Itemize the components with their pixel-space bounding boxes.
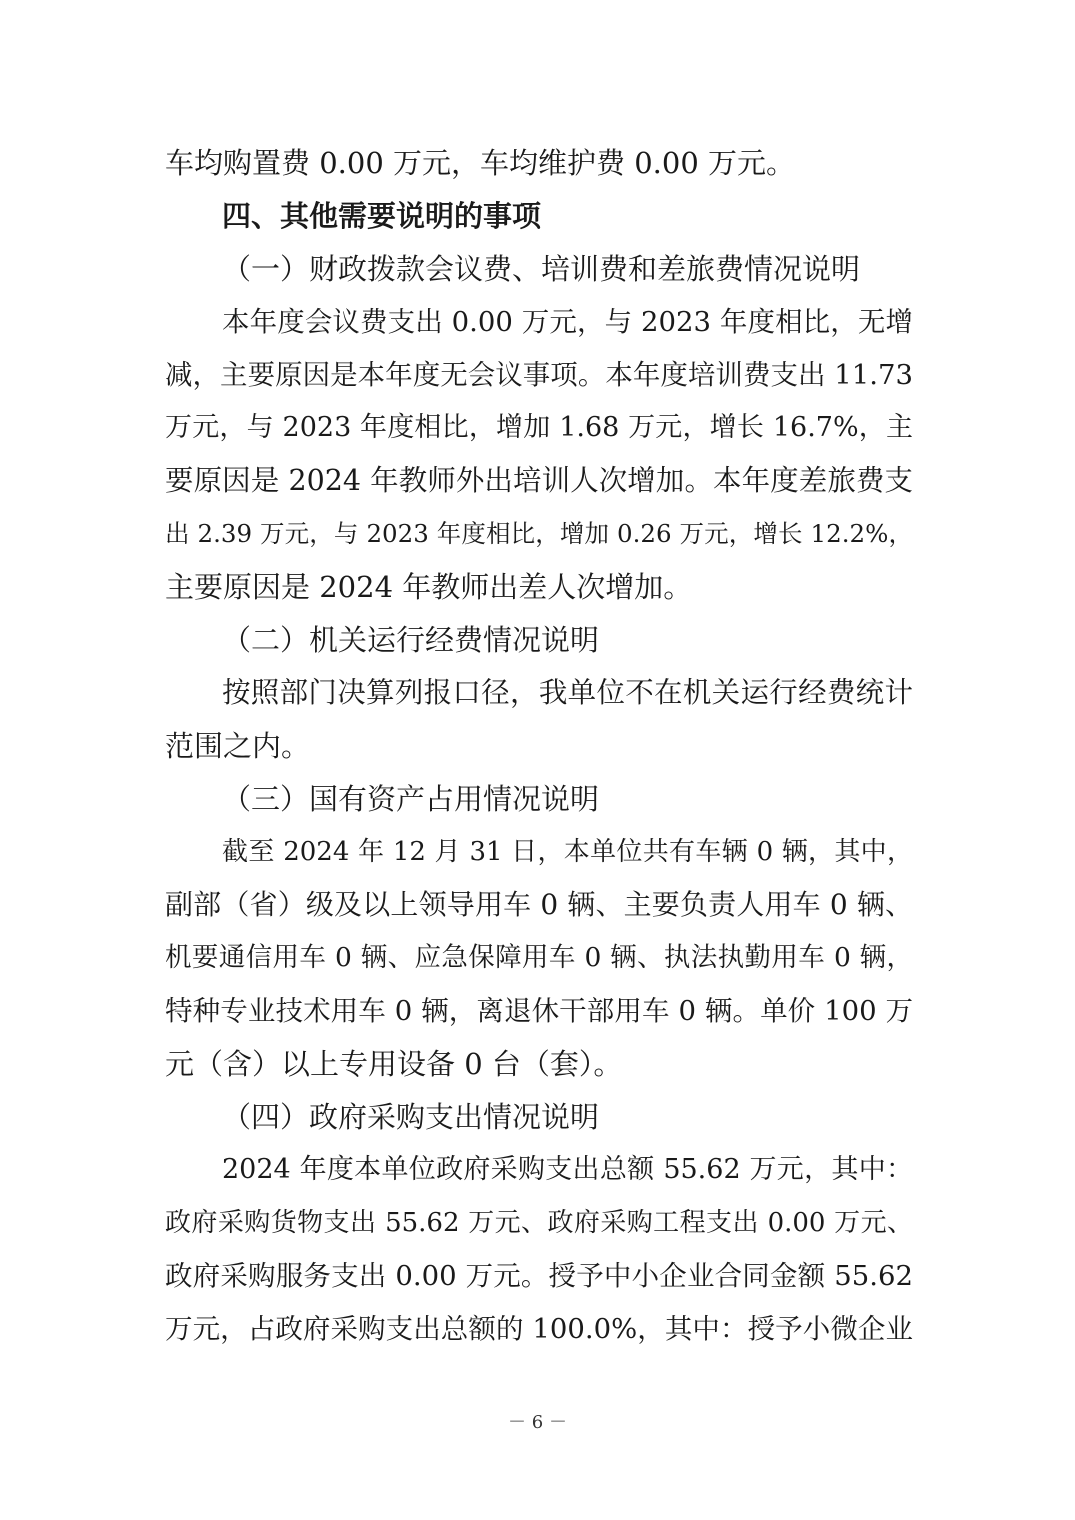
paragraph-line: 车均购置费 0.00 万元，车均维护费 0.00 万元。 <box>165 146 796 180</box>
paragraph-line: 政府采购货物支出 55.62 万元、政府采购工程支出 0.00 万元、 <box>165 1208 913 1238</box>
paragraph-line: 万元，占政府采购支出总额的 100.0%，其中：授予小微企业 <box>165 1313 913 1345</box>
paragraph-line: 2024 年度本单位政府采购支出总额 55.62 万元，其中： <box>222 1154 913 1185</box>
paragraph-line: 要原因是 2024 年教师外出培训人次增加。本年度差旅费支 <box>165 464 913 497</box>
paragraph-line: 副部（省）级及以上领导用车 0 辆、主要负责人用车 0 辆、 <box>165 888 913 921</box>
page-number: － 6 － <box>508 1412 567 1433</box>
paragraph-line: 出 2.39 万元，与 2023 年度相比，增加 0.26 万元，增长 12.2%， <box>165 519 913 548</box>
section-heading: 四、其他需要说明的事项 <box>222 199 542 233</box>
paragraph-line: 万元，与 2023 年度相比，增加 1.68 万元，增长 16.7%，主 <box>165 412 913 443</box>
paragraph-line: 主要原因是 2024 年教师出差人次增加。 <box>165 570 693 604</box>
paragraph-line: 本年度会议费支出 0.00 万元，与 2023 年度相比，无增 <box>222 306 913 338</box>
subsection-heading: （一）财政拨款会议费、培训费和差旅费情况说明 <box>222 252 861 286</box>
paragraph-line: 按照部门决算列报口径，我单位不在机关运行经费统计 <box>222 676 913 709</box>
paragraph-line: 截至 2024 年 12 月 31 日，本单位共有车辆 0 辆，其中， <box>222 837 913 867</box>
subsection-heading: （三）国有资产占用情况说明 <box>222 782 600 816</box>
paragraph-line: 特种专业技术用车 0 辆，离退休干部用车 0 辆。单价 100 万 <box>165 995 913 1027</box>
paragraph-line: 政府采购服务支出 0.00 万元。授予中小企业合同金额 55.62 <box>165 1260 913 1292</box>
paragraph-line: 机要通信用车 0 辆、应急保障用车 0 辆、执法执勤用车 0 辆， <box>165 942 913 973</box>
subsection-heading: （四）政府采购支出情况说明 <box>222 1100 600 1134</box>
paragraph-line: 元（含）以上专用设备 0 台（套）。 <box>165 1047 623 1081</box>
paragraph-line: 减，主要原因是本年度无会议事项。本年度培训费支出 11.73 <box>165 359 913 391</box>
paragraph-line: 范围之内。 <box>165 729 311 763</box>
subsection-heading: （二）机关运行经费情况说明 <box>222 623 600 657</box>
